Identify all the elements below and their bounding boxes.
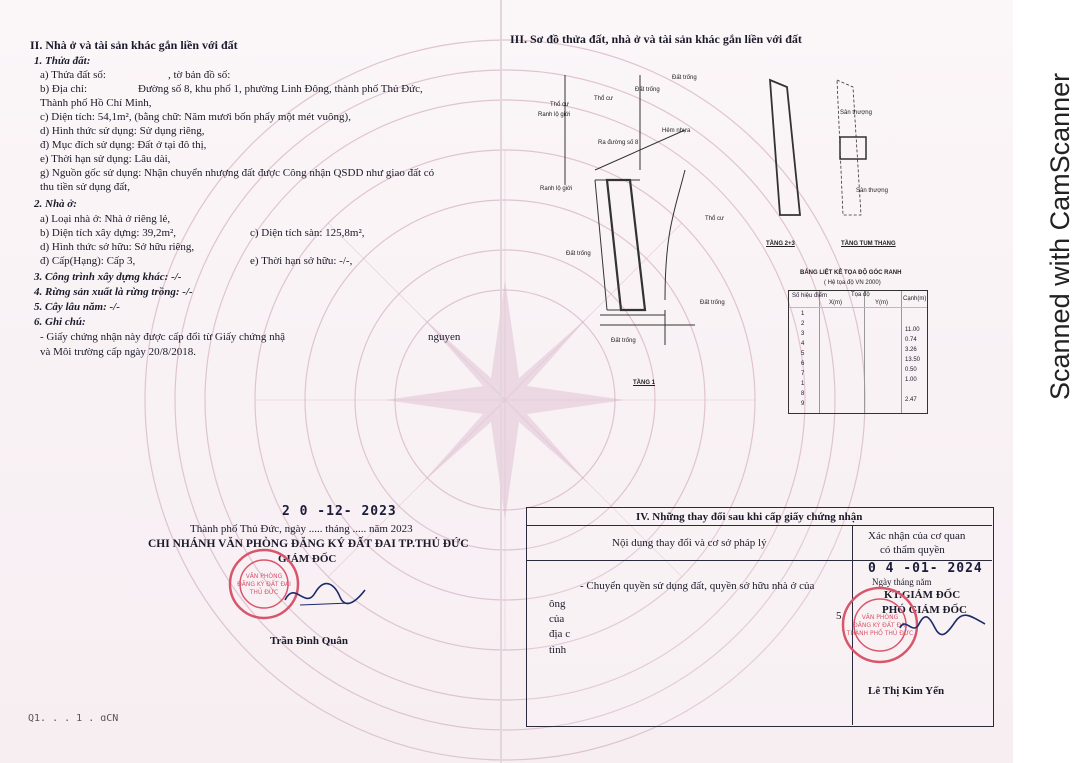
other-construction: 3. Công trình xây dựng khác: -/-: [34, 271, 182, 283]
usage-duration: e) Thời hạn sử dụng: Lâu dài,: [40, 153, 171, 165]
table-row: 5: [801, 351, 805, 357]
edge-value: 3.26: [905, 347, 917, 353]
section-iv-title: IV. Những thay đổi sau khi cấp giấy chứng nhận: [636, 511, 863, 523]
coord-table-title: BẢNG LIỆT KÊ TỌA ĐỘ GÓC RANH: [800, 270, 902, 276]
label-boundary-mid: Ranh lộ giới: [540, 186, 573, 192]
change-entry: - Chuyển quyền sử dụng đất, quyền sở hữu nhà ở của: [580, 580, 815, 592]
svg-text:ĐĂNG KÝ ĐẤT ĐAI: ĐĂNG KÝ ĐẤT ĐAI: [237, 581, 291, 588]
label-terrace-bottom: Sân thượng: [856, 188, 888, 194]
label-residents-right: Thổ cư: [705, 216, 725, 222]
svg-text:VĂN PHÒNG: VĂN PHÒNG: [861, 614, 899, 621]
svg-text:VĂN PHÒNG: VĂN PHÒNG: [245, 573, 283, 580]
table-row: 6: [801, 361, 805, 367]
table-row: 8: [801, 391, 805, 397]
table-row: 2: [801, 321, 805, 327]
usage-purpose: đ) Mục đích sử dụng: Đất ở tại đô thị,: [40, 139, 207, 151]
ownership-duration: e) Thời hạn sở hữu: -/-,: [250, 255, 353, 267]
issue-date-stamp: 2 0 -12- 2023: [282, 504, 397, 519]
table-row: 4: [801, 341, 805, 347]
note-line-1: - Giấy chứng nhận này được cấp đổi từ Giấy chứng nhậ: [40, 331, 286, 343]
label-residents-left: Thổ cư: [550, 102, 570, 108]
label-residents-top: Thổ cư: [594, 96, 614, 102]
edge-value: 0.74: [905, 337, 917, 343]
note-line-2: và Môi trường cấp ngày 20/8/2018.: [40, 346, 196, 358]
camscanner-watermark: Scanned with CamScanner: [1045, 72, 1075, 400]
coord-header-x: X(m): [829, 300, 842, 306]
change-fragment-4: tình: [549, 644, 567, 656]
changes-col-content: Nội dung thay đổi và cơ sở pháp lý: [612, 537, 767, 549]
confirm-date-stamp: 0 4 -01- 2024: [868, 561, 983, 576]
address-label: b) Địa chỉ:: [40, 83, 88, 95]
edge-value: 11.00: [905, 327, 920, 333]
changes-col-confirm-2: có thẩm quyền: [880, 544, 945, 556]
house-grade: đ) Cấp(Hạng): Cấp 3,: [40, 255, 136, 267]
label-empty-land-top: Đất trống: [672, 75, 697, 81]
section-iii-title: III. Sơ đồ thửa đất, nhà ở và tài sản khác gắn liền với đất: [510, 32, 802, 46]
coord-header-y: Y(m): [875, 300, 888, 306]
floor-2-3-label: TẦNG 2+3: [766, 241, 795, 247]
serial-number: Q1. . . 1 . ɑCN: [28, 713, 119, 724]
table-row: 1: [801, 311, 805, 317]
label-empty-land-left: Đất trống: [566, 251, 591, 257]
land-number: a) Thửa đất số:: [40, 69, 106, 81]
coord-header-edge: Cạnh(m): [903, 296, 927, 302]
coordinate-table: [788, 290, 928, 414]
edge-value: 0.50: [905, 367, 917, 373]
changes-col-confirm-1: Xác nhận của cơ quan: [868, 530, 966, 542]
place-and-date: Thành phố Thủ Đức, ngày ..... tháng ..... năm 2023: [190, 523, 413, 535]
table-row: 3: [801, 331, 805, 337]
label-empty-land-2: Đất trống: [635, 87, 660, 93]
roof-label: TẦNG TUM THANG: [841, 241, 896, 247]
ownership-form: d) Hình thức sở hữu: Sở hữu riêng,: [40, 241, 195, 253]
floor-2-3-plan-drawing: [755, 75, 815, 225]
label-empty-land-right: Đất trống: [700, 300, 725, 306]
label-terrace-top: Sân thượng: [840, 110, 872, 116]
kt-director: KT.GIÁM ĐỐC: [884, 589, 961, 601]
change-fragment-3: địa c: [549, 628, 571, 640]
svg-text:ĐĂNG KÝ ĐẤT ĐAI: ĐĂNG KÝ ĐẤT ĐAI: [853, 622, 907, 629]
left-signer-name: Trần Đình Quân: [270, 635, 349, 647]
label-empty-land-bottom: Đất trống: [611, 338, 636, 344]
label-road: Ra đường số 8: [598, 140, 639, 146]
change-fragment-1: ông: [549, 598, 566, 610]
director-title: GIÁM ĐỐC: [278, 553, 337, 565]
table-row: 1: [801, 381, 805, 387]
edge-value: 13.50: [905, 357, 921, 363]
page-fold: [500, 0, 502, 763]
right-signer-name: Lê Thị Kim Yến: [868, 685, 945, 697]
signature-right: [895, 610, 990, 640]
change-fragment-right: 5,: [836, 610, 845, 622]
section-ii-title: II. Nhà ở và tài sản khác gắn liền với đất: [30, 38, 238, 52]
label-alley: Hẻm nhựa: [662, 128, 691, 134]
coord-header-point: Số hiệu điểm: [792, 293, 828, 299]
land-area: c) Diện tích: 54,1m², (bằng chữ: Năm mươi bốn phẩy một mét vuông),: [40, 111, 351, 123]
usage-origin: g) Nguồn gốc sử dụng: Nhận chuyển nhượng đất được Công nhận QSDD như giao đất có: [40, 167, 435, 179]
edge-value: 2.47: [905, 397, 917, 403]
svg-text:THỦ ĐỨC: THỦ ĐỨC: [249, 589, 279, 596]
usage-origin-cont: thu tiền sử dụng đất,: [40, 181, 130, 193]
house-type: a) Loại nhà ở: Nhà ở riêng lẻ,: [40, 213, 171, 225]
address-value: Đường số 8, khu phố 1, phường Linh Đông, thành phố Thủ Đức,: [138, 83, 423, 95]
house-section-title: 2. Nhà ở:: [34, 198, 77, 210]
table-row: 7: [801, 371, 805, 377]
edge-value: 1.00: [905, 377, 917, 383]
coord-table-subtitle: ( Hệ tọa độ VN 2000): [824, 280, 881, 286]
perennial-trees: 5. Cây lâu năm: -/-: [34, 301, 120, 313]
signature-left: [280, 575, 370, 615]
table-row: 9: [801, 401, 805, 407]
svg-text:THÀNH PHỐ THỦ ĐỨC: THÀNH PHỐ THỦ ĐỨC: [846, 630, 914, 637]
roof-plan-drawing: [825, 75, 895, 225]
label-boundary-top: Ranh lộ giới: [538, 112, 571, 118]
map-sheet-number: , tờ bản đồ số:: [168, 69, 231, 81]
note-line-1-end: nguyen: [428, 331, 461, 343]
address-city: Thành phố Hồ Chí Minh,: [40, 97, 152, 109]
land-section-title: 1. Thửa đất:: [34, 55, 91, 67]
floor-1-label: TẦNG 1: [633, 380, 656, 386]
floor-area: c) Diện tích sàn: 125,8m²,: [250, 227, 365, 239]
change-fragment-2: của: [549, 613, 565, 625]
planted-forest: 4. Rừng sản xuất là rừng trồng: -/-: [34, 286, 193, 298]
notes-title: 6. Ghi chú:: [34, 316, 86, 328]
issuing-office: CHI NHÁNH VĂN PHÒNG ĐĂNG KÝ ĐẤT ĐAI TP.THỦ ĐỨC: [148, 538, 469, 550]
coord-header-coords: Tọa độ: [851, 292, 870, 298]
confirm-date-labels: Ngày tháng năm: [872, 577, 932, 587]
deputy-director: PHÓ GIÁM ĐỐC: [882, 604, 967, 616]
construction-area: b) Diện tích xây dựng: 39,2m²,: [40, 227, 177, 239]
usage-form: d) Hình thức sử dụng: Sử dụng riêng,: [40, 125, 205, 137]
